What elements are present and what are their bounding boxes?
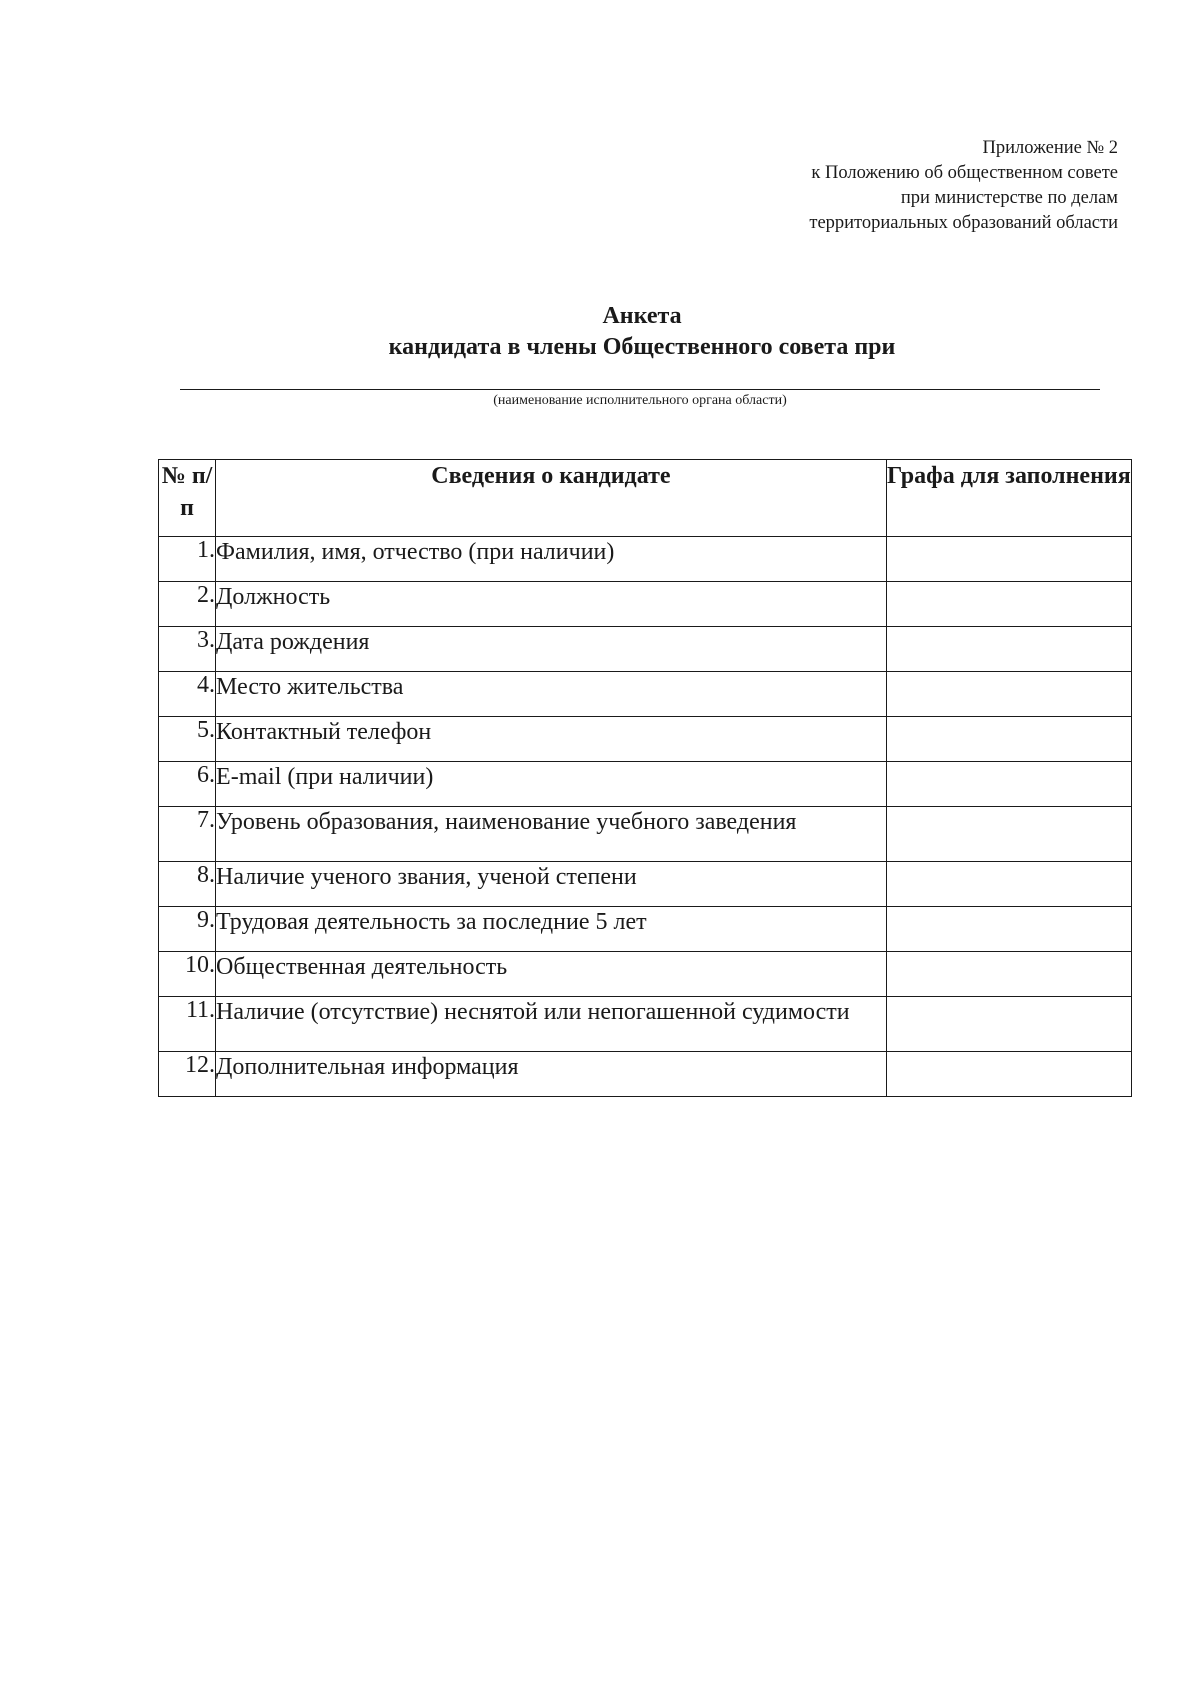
fill-cell[interactable] xyxy=(886,907,1131,952)
row-label: E-mail (при наличии) xyxy=(216,762,887,807)
row-number: 7. xyxy=(159,807,216,862)
candidate-form-table xyxy=(158,459,1132,1097)
fill-cell[interactable] xyxy=(886,672,1131,717)
table-row xyxy=(159,1052,1132,1097)
table-row xyxy=(159,762,1132,807)
row-number: 5. xyxy=(159,717,216,762)
row-number: 9. xyxy=(159,907,216,952)
row-number: 11. xyxy=(159,997,216,1052)
fill-cell[interactable] xyxy=(886,1052,1131,1097)
appendix-line: при министерстве по делам xyxy=(900,188,1118,208)
row-number: 6. xyxy=(159,762,216,807)
row-number: 12. xyxy=(159,1052,216,1097)
row-number: 1. xyxy=(159,537,216,582)
organ-name-line xyxy=(180,389,1100,390)
fill-cell[interactable] xyxy=(886,952,1131,997)
table-row xyxy=(159,717,1132,762)
appendix-line: Приложение № 2 xyxy=(982,138,1118,158)
table-row xyxy=(159,582,1132,627)
table-row xyxy=(159,862,1132,907)
appendix-line: к Положению об общественном совете xyxy=(811,163,1118,183)
fill-cell[interactable] xyxy=(886,627,1131,672)
fill-cell[interactable] xyxy=(886,717,1131,762)
table-row xyxy=(159,672,1132,717)
row-label: Контактный телефон xyxy=(216,717,887,762)
fill-cell[interactable] xyxy=(886,582,1131,627)
organ-name-caption: (наименование исполнительного органа области) xyxy=(493,393,787,408)
header-number: № п/п xyxy=(159,460,216,537)
row-label: Общественная деятельность xyxy=(216,952,887,997)
row-label: Дополнительная информация xyxy=(216,1052,887,1097)
table-row xyxy=(159,807,1132,862)
fill-cell[interactable] xyxy=(886,862,1131,907)
table-row xyxy=(159,627,1132,672)
row-number: 10. xyxy=(159,952,216,997)
row-label: Уровень образования, наименование учебного заведения xyxy=(216,807,887,862)
row-number: 3. xyxy=(159,627,216,672)
row-label: Наличие (отсутствие) неснятой или непогашенной судимости xyxy=(216,997,887,1052)
row-label: Должность xyxy=(216,582,887,627)
fill-cell[interactable] xyxy=(886,997,1131,1052)
table-row xyxy=(159,537,1132,582)
appendix-line: территориальных образований области xyxy=(809,213,1118,233)
table-row xyxy=(159,997,1132,1052)
row-number: 2. xyxy=(159,582,216,627)
table-header-row xyxy=(159,460,1132,537)
header-info: Сведения о кандидате xyxy=(216,460,887,537)
document-title: Анкета xyxy=(602,303,682,329)
row-number: 4. xyxy=(159,672,216,717)
fill-cell[interactable] xyxy=(886,807,1131,862)
table-row xyxy=(159,952,1132,997)
row-label: Дата рождения xyxy=(216,627,887,672)
row-label: Трудовая деятельность за последние 5 лет xyxy=(216,907,887,952)
row-label: Фамилия, имя, отчество (при наличии) xyxy=(216,537,887,582)
appendix-note xyxy=(809,136,1118,236)
row-label: Наличие ученого звания, ученой степени xyxy=(216,862,887,907)
row-label: Место жительства xyxy=(216,672,887,717)
table-row xyxy=(159,907,1132,952)
header-fill: Графа для заполнения xyxy=(886,460,1131,537)
row-number: 8. xyxy=(159,862,216,907)
fill-cell[interactable] xyxy=(886,762,1131,807)
fill-cell[interactable] xyxy=(886,537,1131,582)
document-subtitle: кандидата в члены Общественного совета при xyxy=(388,334,896,360)
